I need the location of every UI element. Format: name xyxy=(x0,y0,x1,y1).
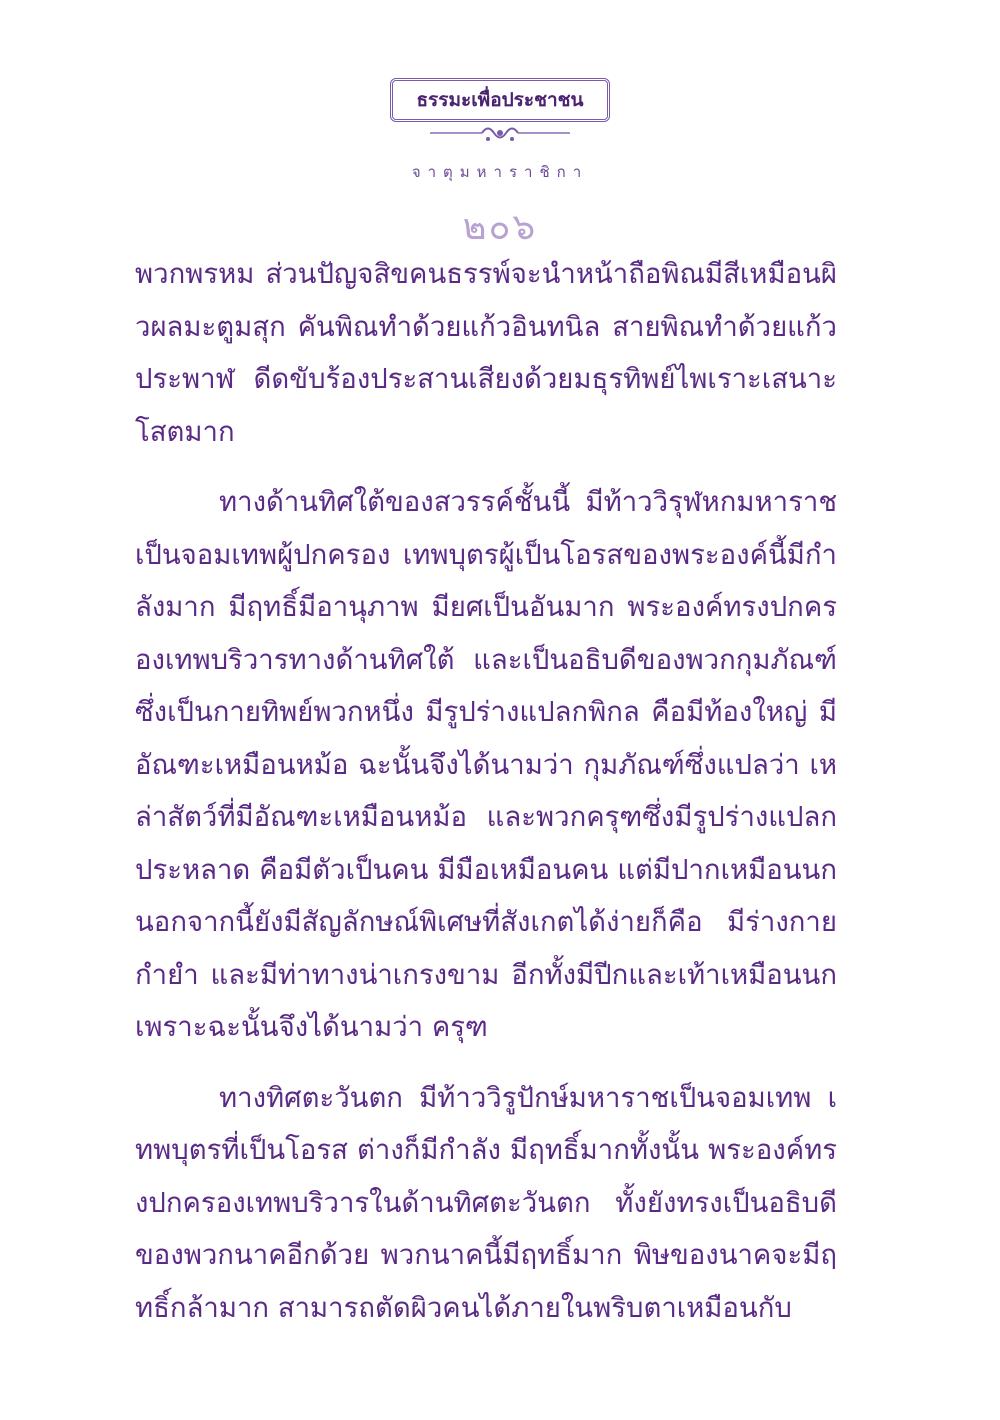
page-header xyxy=(0,78,1000,255)
logo-text: ธรรมะเพื่อประชาชน xyxy=(416,89,584,111)
chapter-subtitle: จาตุมหาราชิกา xyxy=(411,163,589,181)
page-number: ๒๐๖ xyxy=(462,207,538,248)
paragraph: ทางทิศตะวันตก มีท้าววิรูปักษ์มหาราชเป็นจอมเทพ เทพบุตรที่เป็นโอรส ต่างก็มีกำลัง มีฤทธิ์มากทั้งนั้น พระองค์ทรงปกครองเทพบริวารในด้านทิศตะวันตก ทั้งยังทรงเป็นอธิบดีของพวกนาคอีกด้วย พวกนาคนี้มีฤทธิ์มาก พิษของนาคจะมีฤทธิ์กล้ามาก สามารถตัดผิวคนได้ภายในพริบตาเหมือนกับ xyxy=(135,1081,837,1324)
logo-frame xyxy=(390,78,610,122)
series-logo xyxy=(390,78,610,150)
body-text xyxy=(135,248,837,1352)
ornament-icon xyxy=(390,122,610,148)
paragraph: พวกพรหม ส่วนปัญจสิขคนธรรพ์จะนำหน้าถือพิณมีสีเหมือนผิวผลมะตูมสุก คันพิณทำด้วยแก้วอินทนิล สายพิณทำด้วยแก้วประพาฬ ดีดขับร้องประสานเสียงด้วยมธุรทิพย์ไพเราะเสนาะโสตมาก xyxy=(135,258,837,448)
paragraph: ทางด้านทิศใต้ของสวรรค์ชั้นนี้ มีท้าววิรุฬหกมหาราชเป็นจอมเทพผู้ปกครอง เทพบุตรผู้เป็นโอรสของพระองค์นี้มีกำลังมาก มีฤทธิ์มีอานุภาพ มียศเป็นอันมาก พระองค์ทรงปกครองเทพบริวารทางด้านทิศใต้ และเป็นอธิบดีของพวกกุมภัณฑ์ซึ่งเป็นกายทิพย์พวกหนึ่ง มีรูปร่างแปลกพิกล คือมีท้องใหญ่ มีอัณฑะเหมือนหม้อ ฉะนั้นจึงได้นามว่า กุมภัณฑ์ซึ่งแปลว่า เหล่าสัตว์ที่มีอัณฑะเหมือนหม้อ และพวกครุฑซึ่งมีรูปร่างแปลกประหลาด คือมีตัวเป็นคน มีมือเหมือนคน แต่มีปากเหมือนนก นอกจากนี้ยังมีสัญลักษณ์พิเศษที่สังเกตได้ง่ายก็คือ มีร่างกายกำยำ และมีท่าทางน่าเกรงขาม อีกทั้งมีปีกและเท้าเหมือนนก เพราะฉะนั้นจึงได้นามว่า ครุฑ xyxy=(135,486,837,1043)
